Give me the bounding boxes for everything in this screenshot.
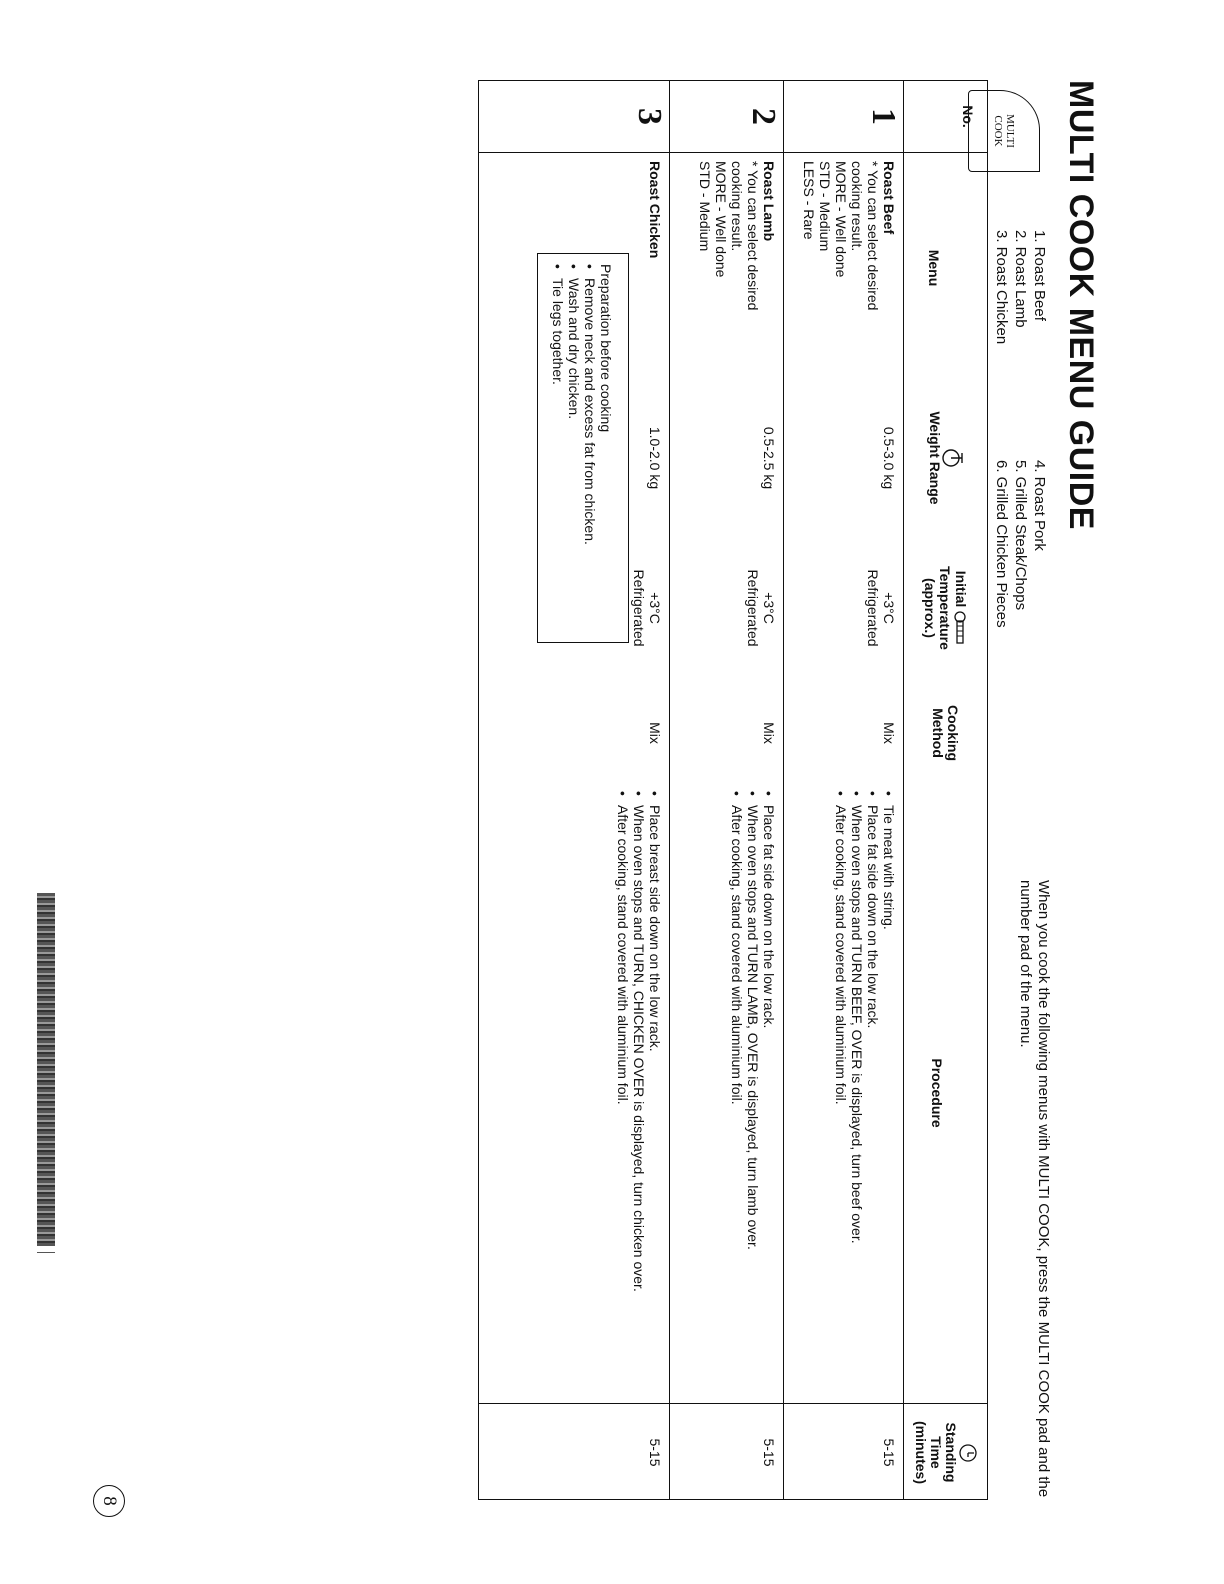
preparation-step: • Tie legs together. bbox=[550, 278, 566, 632]
header-method-line1: Cooking bbox=[945, 705, 962, 761]
header-standing bbox=[904, 1403, 987, 1501]
procedure-cell bbox=[670, 783, 783, 1403]
pad-key-line1: MULTI bbox=[1004, 114, 1016, 148]
header-procedure: Procedure bbox=[929, 1058, 945, 1128]
header-temp-line3: (approx.) bbox=[922, 578, 939, 638]
procedure-step: • Place breast side down on the low rack. bbox=[647, 805, 663, 1395]
procedure-step: • When oven stops and TURN, CHICKEN OVER is displayed, turn chicken over. bbox=[631, 805, 647, 1395]
scan-edge-gap bbox=[37, 1246, 55, 1252]
procedure-step: • When oven stops and TURN BEEF, OVER is displayed, turn beef over. bbox=[849, 805, 865, 1395]
procedure-step: • After cooking, stand covered with aluminium foil. bbox=[615, 805, 631, 1395]
pad-key-line2: COOK bbox=[992, 115, 1004, 147]
weight-cell: 0.5-3.0 kg bbox=[881, 426, 897, 490]
row-number: 1 bbox=[865, 108, 902, 125]
page-number: 8 bbox=[93, 1485, 125, 1517]
method-cell: Mix bbox=[647, 722, 663, 744]
header-method bbox=[904, 683, 987, 783]
weight-cell: 1.0-2.0 kg bbox=[647, 426, 663, 490]
page-title: MULTI COOK MENU GUIDE bbox=[1062, 80, 1100, 530]
standing-cell: 5-15 bbox=[784, 1403, 903, 1501]
row-number: 2 bbox=[745, 108, 782, 125]
temperature-note: Refrigerated bbox=[631, 569, 647, 647]
manual-page bbox=[40, 80, 1100, 1520]
menu-guide-table bbox=[478, 80, 988, 1500]
temperature-cell bbox=[670, 533, 783, 683]
intro-text: When you cook the following menus with MULTI COOK, press the MULTI COOK pad and the number pad of the menu. bbox=[1017, 880, 1052, 1498]
menu-cell bbox=[784, 153, 903, 383]
header-menu: Menu bbox=[926, 249, 942, 287]
header-standing-line1: Standing bbox=[943, 1422, 959, 1483]
menu-notes: * You can select desired cooking result. MORE - Well done STD - Medium LESS - Rare bbox=[801, 161, 881, 311]
row-number-cell bbox=[479, 81, 669, 153]
scale-icon bbox=[942, 447, 964, 469]
clock-icon bbox=[958, 1443, 978, 1463]
menu-cell bbox=[670, 153, 783, 383]
thermometer-icon bbox=[953, 611, 969, 645]
header-standing-line3: (minutes) bbox=[913, 1421, 929, 1484]
procedure-cell bbox=[479, 783, 669, 1403]
procedure-step: • After cooking, stand covered with aluminium foil. bbox=[729, 805, 745, 1395]
procedure-step: • Place fat side down on the low rack. bbox=[761, 805, 777, 1395]
temperature-value: +3°C bbox=[761, 592, 777, 624]
procedure-step: • After cooking, stand covered with aluminium foil. bbox=[833, 805, 849, 1395]
scan-edge-bar bbox=[37, 893, 55, 1253]
menu-list-item: 6. Grilled Chicken Pieces bbox=[993, 460, 1010, 628]
menu-list-item: 5. Grilled Steak/Chops bbox=[1012, 460, 1029, 611]
header-temp-line1: Initial bbox=[953, 570, 969, 608]
header-standing-line2: Time bbox=[928, 1436, 944, 1469]
menu-list bbox=[993, 230, 1048, 790]
procedure-step: • Tie meat with string. bbox=[881, 805, 897, 1395]
temperature-cell bbox=[479, 533, 669, 683]
header-no: No. bbox=[904, 81, 987, 153]
standing-cell: 5-15 bbox=[479, 1403, 669, 1501]
method-cell: Mix bbox=[881, 722, 897, 744]
menu-name: Roast Beef bbox=[881, 161, 897, 235]
menu-name: Roast Chicken bbox=[647, 161, 663, 259]
procedure-step: • When oven stops and TURN LAMB, OVER is displayed, turn lamb over. bbox=[745, 805, 761, 1395]
standing-cell: 5-15 bbox=[670, 1403, 783, 1501]
header-temperature bbox=[904, 533, 987, 683]
header-temp-line2: Temperature bbox=[937, 566, 954, 650]
preparation-step: • Remove neck and excess fat from chicken. bbox=[582, 278, 598, 632]
menu-list-item: 1. Roast Beef bbox=[1031, 230, 1048, 321]
temperature-note: Refrigerated bbox=[745, 569, 761, 647]
header-method-line2: Method bbox=[930, 708, 947, 758]
preparation-step: • Wash and dry chicken. bbox=[566, 278, 582, 632]
procedure-step: • Place fat side down on the low rack. bbox=[865, 805, 881, 1395]
menu-list-item: 4. Roast Pork bbox=[1031, 460, 1048, 551]
temperature-note: Refrigerated bbox=[865, 569, 881, 647]
row-number-cell bbox=[784, 81, 903, 153]
row-number: 3 bbox=[631, 108, 668, 125]
menu-list-item: 2. Roast Lamb bbox=[1012, 230, 1029, 328]
menu-name: Roast Lamb bbox=[761, 161, 777, 242]
menu-notes: * You can select desired cooking result. MORE - Well done STD - Medium bbox=[697, 161, 761, 311]
method-cell: Mix bbox=[761, 722, 777, 744]
temperature-value: +3°C bbox=[647, 592, 663, 624]
preparation-heading: Preparation before cooking bbox=[598, 264, 614, 433]
table-row bbox=[479, 81, 669, 1499]
header-weight bbox=[904, 383, 987, 533]
table-header-row bbox=[903, 81, 987, 1499]
menu-list-item: 3. Roast Chicken bbox=[993, 230, 1010, 345]
table-row bbox=[783, 81, 903, 1499]
header-weight-label: Weight Range bbox=[927, 411, 943, 505]
temperature-cell bbox=[784, 533, 903, 683]
weight-cell: 0.5-2.5 kg bbox=[761, 426, 777, 490]
procedure-cell bbox=[784, 783, 903, 1403]
row-number-cell bbox=[670, 81, 783, 153]
table-row bbox=[669, 81, 783, 1499]
temperature-value: +3°C bbox=[881, 592, 897, 624]
